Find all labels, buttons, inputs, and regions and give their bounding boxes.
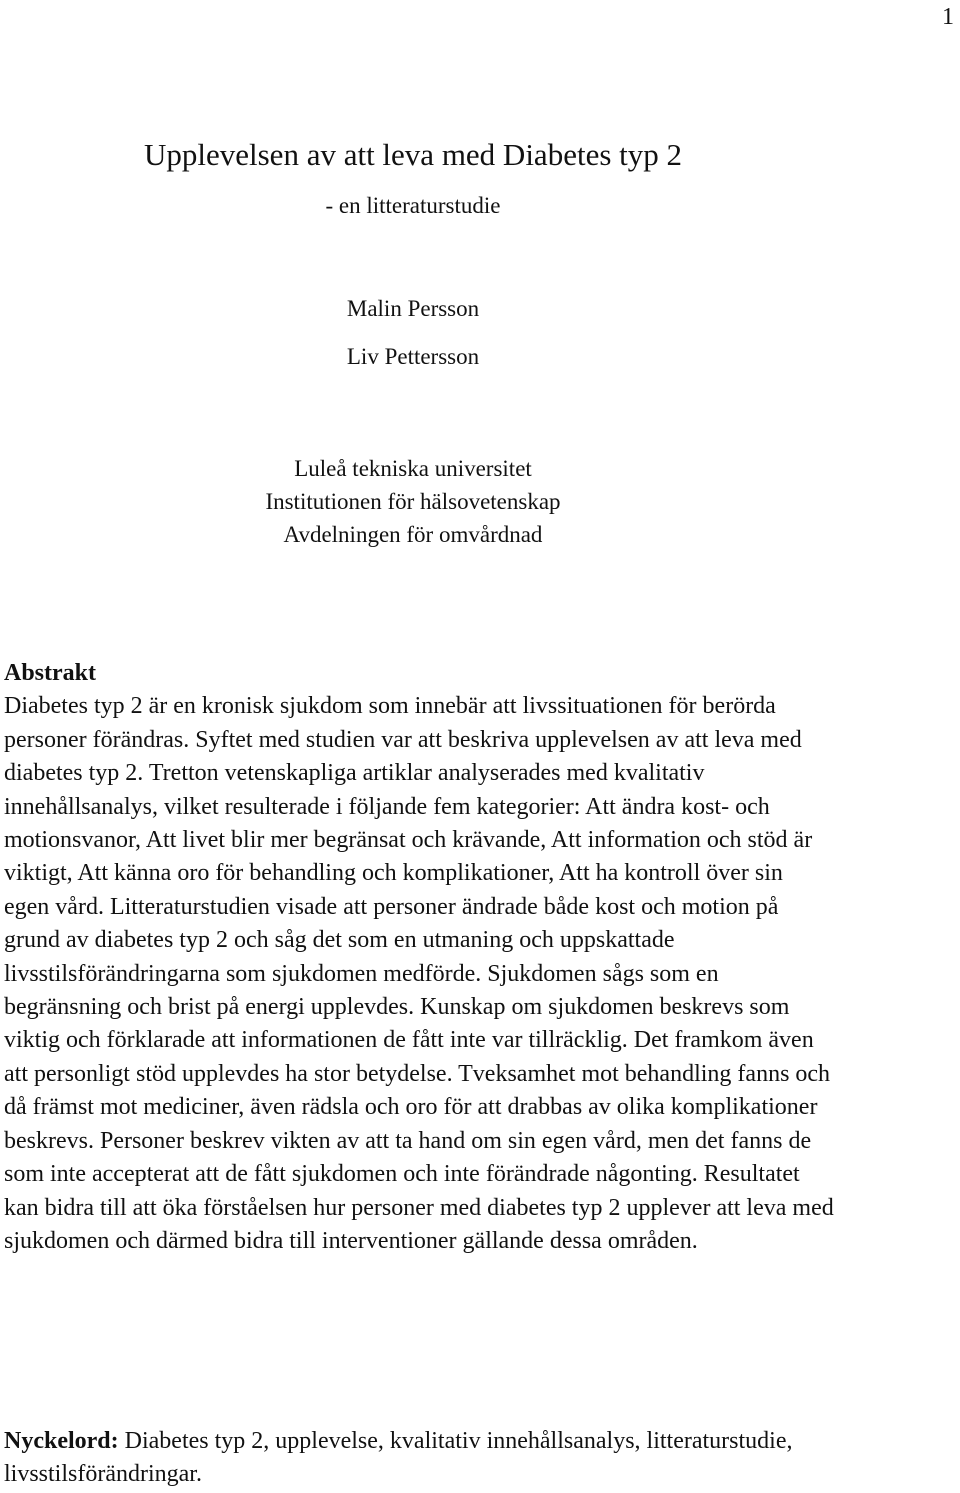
keywords-text: Diabetes typ 2, upplevelse, kvalitativ innehållsanalys, litteraturstudie, livsstilsförändringar.: [4, 1428, 793, 1488]
institution-name: Institutionen för hälsovetenskap: [265, 489, 561, 514]
author-name: Liv Pettersson: [346, 344, 480, 369]
document-title: Upplevelsen av att leva med Diabetes typ 2: [143, 137, 683, 172]
affiliation-block: [0, 452, 826, 551]
abstract-section: [4, 657, 834, 1258]
department-name: Avdelningen för omvårdnad: [283, 522, 543, 547]
abstract-text: Diabetes typ 2 är en kronisk sjukdom som innebär att livssituationen för berörda personer förändras. Syftet med studien var att beskriva upplevelsen av att leva med diabetes typ 2. Tretton vetenskapliga artiklar analyserades med kvalitativ innehållsanalys, vilket resulterade i följande fem kategorier: Att ändra kost- och motionsvanor, Att livet blir mer begränsat och krävande, Att information och stöd är viktigt, Att känna oro för behandling och komplikationer, Att ha kontroll över sin egen vård. Litteraturstudien visade att personer ändrade både kost och motion på grund av diabetes typ 2 och såg det som en utmaning och uppskattade livsstilsförändringarna som sjukdomen medförde. Sjukdomen sågs som en begränsning och brist på energi upplevdes. Kunskap om sjukdomen beskrevs som viktig och förklarade att informationen de fått inte var tillräcklig. Det framkom även att personligt stöd upplevdes ha stor betydelse. Tveksamhet mot behandling fanns och då främst mot mediciner, även rädsla och oro för att drabbas av olika komplikationer beskrevs. Personer beskrev vikten av att ta hand om sin egen vård, men det fanns de som inte accepterat att de fått sjukdomen och inte förändrade någonting. Resultatet kan bidra till att öka förståelsen hur personer med diabetes typ 2 upplever att leva med sjukdomen och därmed bidra till interventioner gällande dessa områden.: [4, 693, 834, 1254]
keywords-label: Nyckelord:: [4, 1428, 119, 1454]
abstract-heading: Abstrakt: [4, 660, 97, 686]
document-subtitle: - en litteraturstudie: [325, 193, 501, 218]
page-number: 1: [942, 4, 954, 30]
author-list: [0, 294, 826, 372]
keywords-section: [4, 1425, 834, 1492]
title-block: [0, 135, 826, 221]
author-name: Malin Persson: [346, 296, 480, 321]
university-name: Luleå tekniska universitet: [294, 456, 532, 481]
